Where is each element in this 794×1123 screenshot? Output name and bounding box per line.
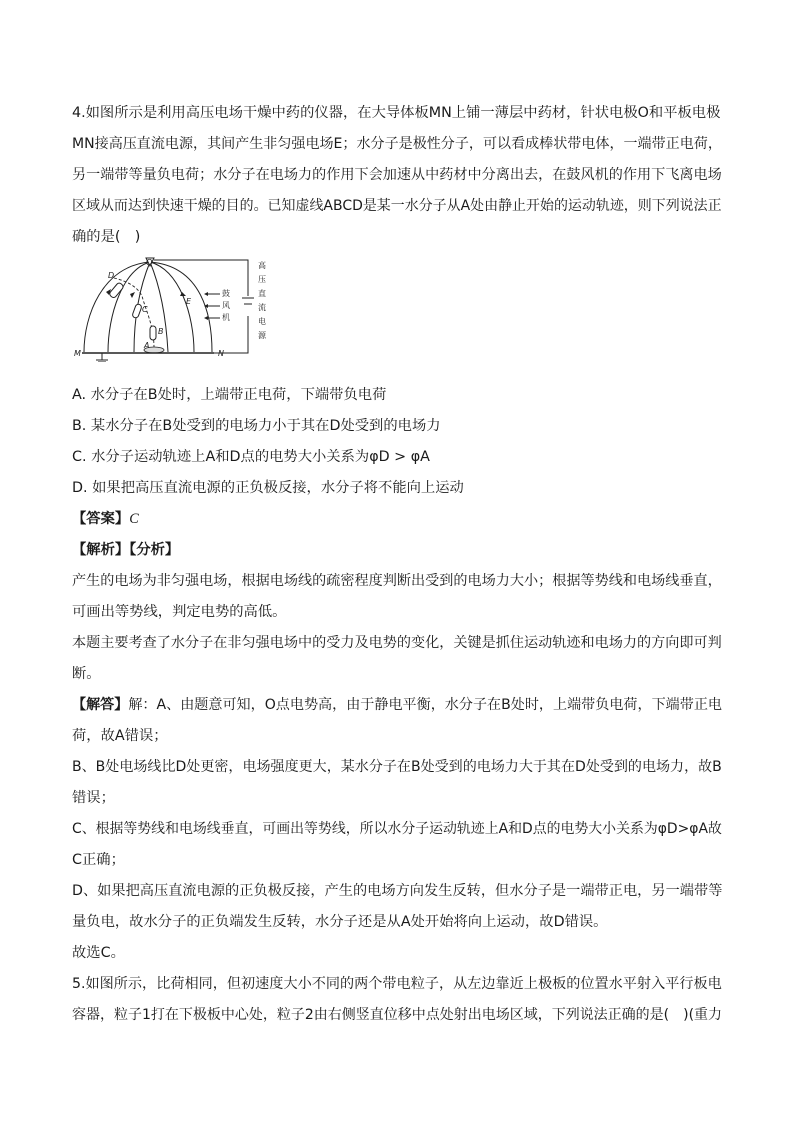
- label-N: N: [218, 349, 224, 358]
- fan-label-1: 鼓: [222, 289, 230, 298]
- ground-icon: [96, 353, 108, 362]
- option-c: C. 水分子运动轨迹上A和D点的电势大小关系为φD > φA: [72, 449, 430, 465]
- source-label-1: 高: [258, 261, 266, 270]
- q4-stem-line-3: 另一端带等量负电荷；水分子在电场力的作用下会加速从中药材中分离出去，在鼓风机的作用下飞离电场: [72, 167, 722, 183]
- q5-stem-line-2: 容器，粒子1打在下极板中心处，粒子2由右侧竖直位移中点处射出电场区域，下列说法正确的是( )(重力: [72, 1007, 723, 1023]
- option-a: A. 水分子在B处时，上端带正电荷，下端带负电荷: [72, 387, 387, 403]
- label-M: M: [74, 349, 81, 358]
- solution-d-line-2: 量负电，故水分子的正负端发生反转，水分子还是从A处开始将向上运动，故D错误。: [72, 914, 608, 930]
- solution-b-line-1: B、B处电场线比D处更密，电场强度更大，某水分子在B处受到的电场力大于其在D处受到的电场力，故B: [72, 759, 722, 775]
- fan-label-3: 机: [222, 313, 230, 322]
- fan-label-2: 风: [222, 301, 230, 310]
- wire-bottom: [214, 316, 248, 353]
- arrow-icon: [130, 292, 135, 298]
- solution-a-line-2: 荷，故A错误；: [72, 728, 168, 744]
- q4-stem-line-4: 区域从而达到快速干燥的目的。已知虚线ABCD是某一水分子从A处由静止开始的运动轨迹，则下列说法正: [72, 198, 722, 214]
- option-b: B. 某水分子在B处受到的电场力小于其在D处受到的电场力: [72, 418, 441, 434]
- answer-tag: 【答案】: [72, 511, 130, 527]
- water-molecule: [109, 282, 125, 299]
- label-A: A: [144, 341, 150, 350]
- analysis-p2-line-2: 断。: [72, 666, 101, 682]
- q5-stem-line-1: 5.如图所示，比荷相同，但初速度大小不同的两个带电粒子，从左边靠近上极板的位置水平射入平行板电: [72, 976, 722, 992]
- q4-stem-line-2: MN接高压直流电源，其间产生非匀强电场E；水分子是极性分子，可以看成棒状带电体，一端带正电荷，: [72, 136, 722, 152]
- arrow-icon: [180, 292, 186, 296]
- water-molecule: [150, 326, 156, 340]
- source-label-3: 直: [258, 289, 266, 298]
- source-label-4: 流: [258, 303, 266, 312]
- source-label-2: 压: [258, 275, 266, 284]
- water-molecule: [132, 303, 142, 318]
- solution-tag: 【解答】: [72, 697, 129, 713]
- analysis-p2-line-1: 本题主要考查了水分子在非匀强电场中的受力及电势的变化，关键是抓住运动轨迹和电场力的方向即可判: [72, 635, 722, 651]
- q4-stem-line-1: 4.如图所示是利用高压电场干燥中药的仪器，在大导体板MN上铺一薄层中药材，针状电极O和平板电极: [72, 105, 721, 121]
- solution-c-line-1: C、根据等势线和电场线垂直，可画出等势线，所以水分子运动轨迹上A和D点的电势大小关系为φD>φA故: [72, 821, 722, 837]
- analysis-heading: [72, 540, 179, 560]
- field-line-outer-right: [150, 262, 212, 352]
- analysis-tag: 【解析】: [72, 542, 130, 558]
- label-C: C: [142, 305, 148, 314]
- analysis-p1-line-2: 可画出等势线，判定电势的高低。: [72, 604, 287, 620]
- answer-value: C: [129, 511, 139, 527]
- analysis-p1-line-1: 产生的电场为非匀强电场，根据电场线的疏密程度判断出受到的电场力大小；根据等势线和电场线垂直，: [72, 573, 722, 589]
- q4-stem-line-5: 确的是( ): [72, 229, 141, 245]
- label-D: D: [108, 271, 115, 280]
- solution-a-line-1: [72, 695, 722, 715]
- answer-line: [72, 509, 139, 529]
- label-B: B: [158, 327, 164, 336]
- electric-field-figure: [72, 256, 282, 362]
- label-E: E: [186, 297, 192, 306]
- solution-a-text: 解：A、由题意可知，O点电势高，由于静电平衡，水分子在B处时，上端带负电荷，下端带正电: [128, 697, 723, 713]
- analysis-subtag: 【分析】: [129, 542, 180, 558]
- field-line-right: [150, 262, 194, 352]
- solution-conclusion: 故选C。: [72, 945, 125, 961]
- source-label-5: 电: [258, 317, 266, 326]
- option-d: D. 如果把高压直流电源的正负极反接，水分子将不能向上运动: [72, 480, 464, 496]
- source-label-6: 源: [258, 331, 266, 340]
- solution-c-line-2: C正确；: [72, 852, 125, 868]
- solution-d-line-1: D、如果把高压直流电源的正负极反接，产生的电场方向发生反转，但水分子是一端带正电，另一端带等: [72, 883, 723, 899]
- label-O: O: [146, 258, 153, 267]
- solution-b-line-2: 错误；: [72, 790, 115, 806]
